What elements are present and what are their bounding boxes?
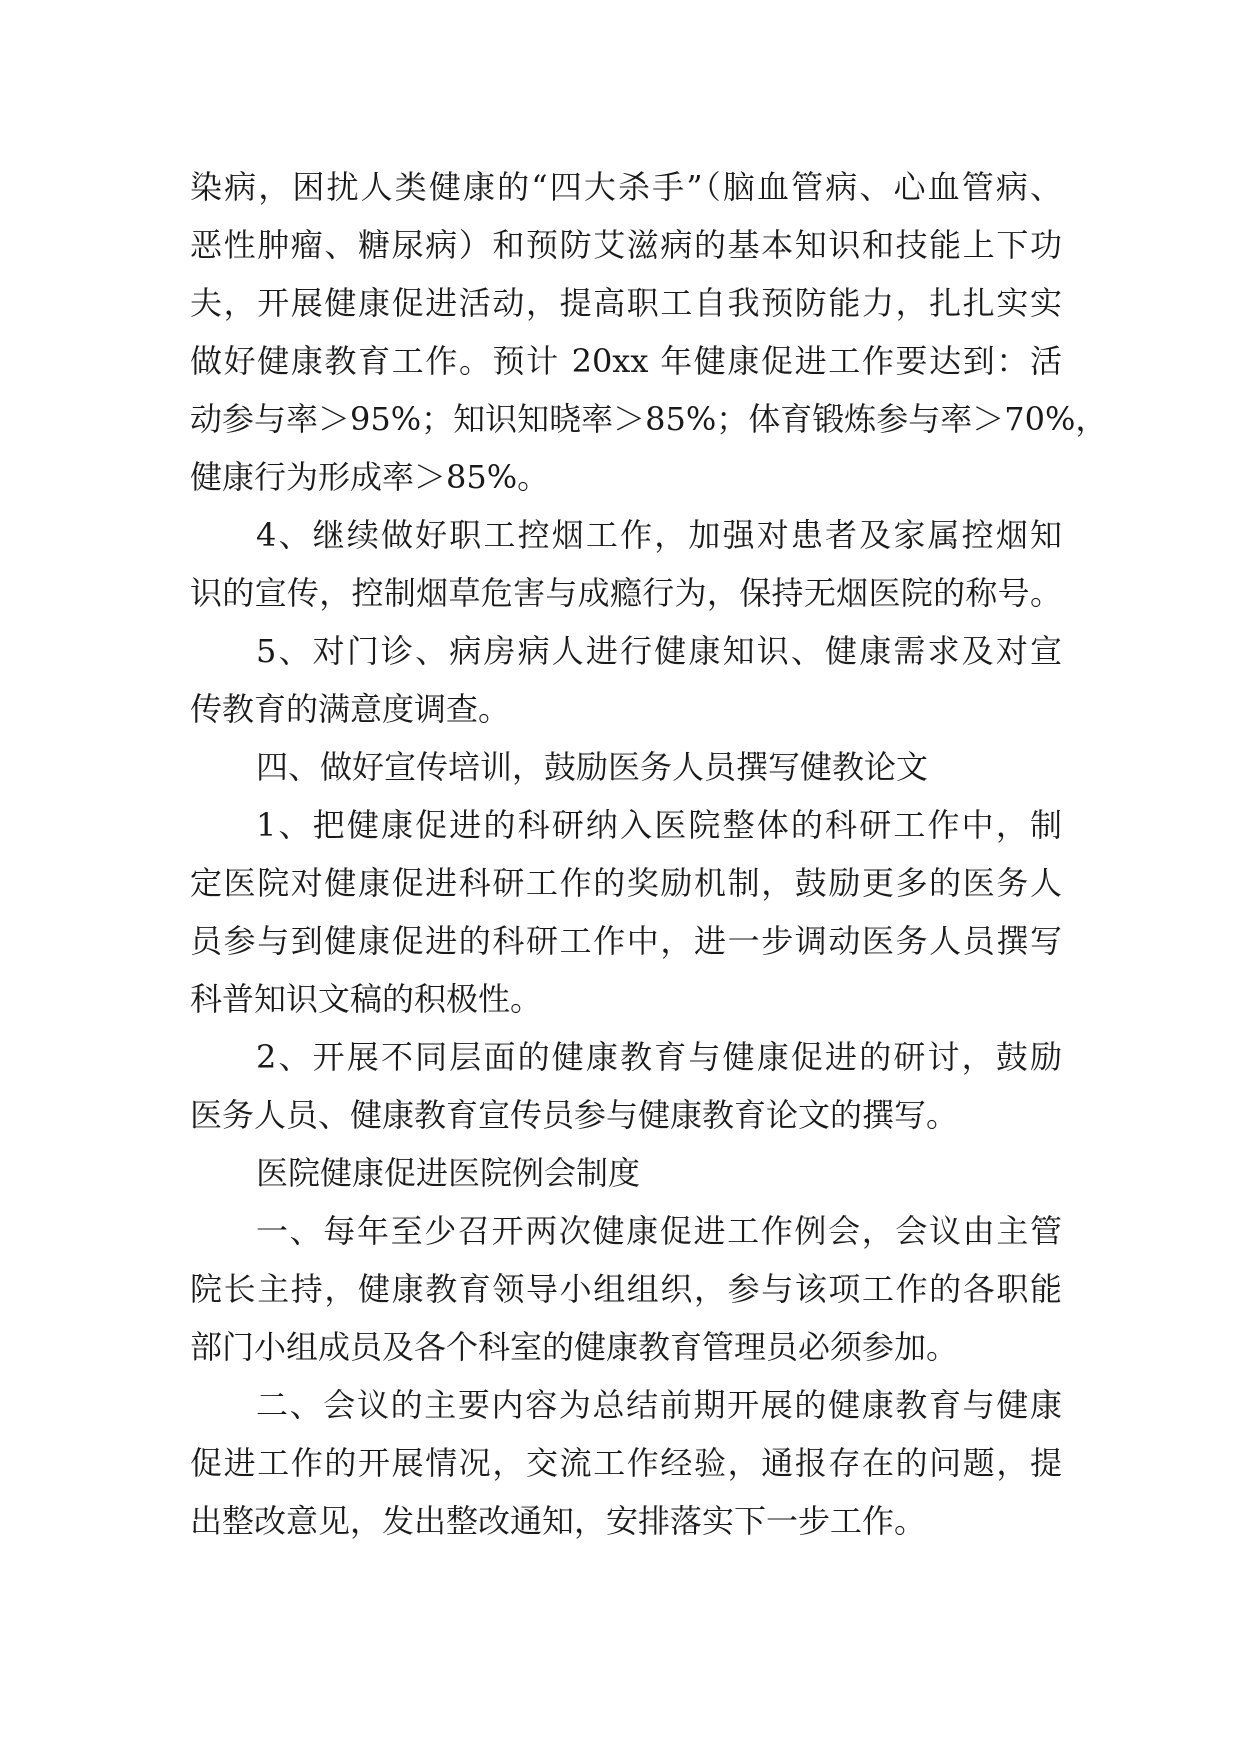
- text-line: 医务人员、健康教育宣传员参与健康教育论文的撰写。: [190, 1096, 959, 1134]
- document-body: [190, 158, 1108, 1550]
- text-line: 做好健康教育工作。预计 20xx 年健康促进工作要达到：活: [190, 342, 1062, 380]
- text-line: 科普知识文稿的积极性。: [190, 980, 543, 1018]
- text-line: 2、开展不同层面的健康教育与健康促进的研讨，鼓励: [256, 1038, 1062, 1076]
- text-line: 部门小组成员及各个科室的健康教育管理员必须参加。: [190, 1328, 959, 1366]
- text-line: 出整改意见，发出整改通知，安排落实下一步工作。: [190, 1502, 927, 1540]
- text-line: 健康行为形成率＞85%。: [190, 458, 550, 496]
- text-line: 员参与到健康促进的科研工作中，进一步调动医务人员撰写: [190, 922, 1062, 960]
- text-line: 识的宣传，控制烟草危害与成瘾行为，保持无烟医院的称号。: [190, 574, 1062, 612]
- text-line: 一、每年至少召开两次健康促进工作例会，会议由主管: [256, 1212, 1062, 1250]
- text-line: 二、会议的主要内容为总结前期开展的健康教育与健康: [256, 1386, 1062, 1424]
- text-line: 动参与率＞95%；知识知晓率＞85%；体育锻炼参与率＞70%，: [190, 400, 1108, 438]
- text-line: 院长主持，健康教育领导小组组织，参与该项工作的各职能: [190, 1270, 1062, 1308]
- text-line: 促进工作的开展情况，交流工作经验，通报存在的问题，提: [190, 1444, 1062, 1482]
- text-line: 传教育的满意度调查。: [190, 690, 511, 728]
- text-line: 四、做好宣传培训，鼓励医务人员撰写健教论文: [256, 748, 929, 786]
- text-line: 5、对门诊、病房病人进行健康知识、健康需求及对宣: [256, 632, 1062, 670]
- text-line: 夫，开展健康促进活动，提高职工自我预防能力，扎扎实实: [190, 284, 1062, 322]
- text-line: 恶性肿瘤、糖尿病）和预防艾滋病的基本知识和技能上下功: [190, 226, 1062, 264]
- text-line: 4、继续做好职工控烟工作，加强对患者及家属控烟知: [256, 516, 1062, 554]
- text-line: 1、把健康促进的科研纳入医院整体的科研工作中，制: [256, 806, 1062, 844]
- text-line: 染病，困扰人类健康的“四大杀手”（脑血管病、心血管病、: [190, 168, 1062, 206]
- text-line: 定医院对健康促进科研工作的奖励机制，鼓励更多的医务人: [190, 864, 1062, 902]
- text-line: 医院健康促进医院例会制度: [256, 1154, 641, 1192]
